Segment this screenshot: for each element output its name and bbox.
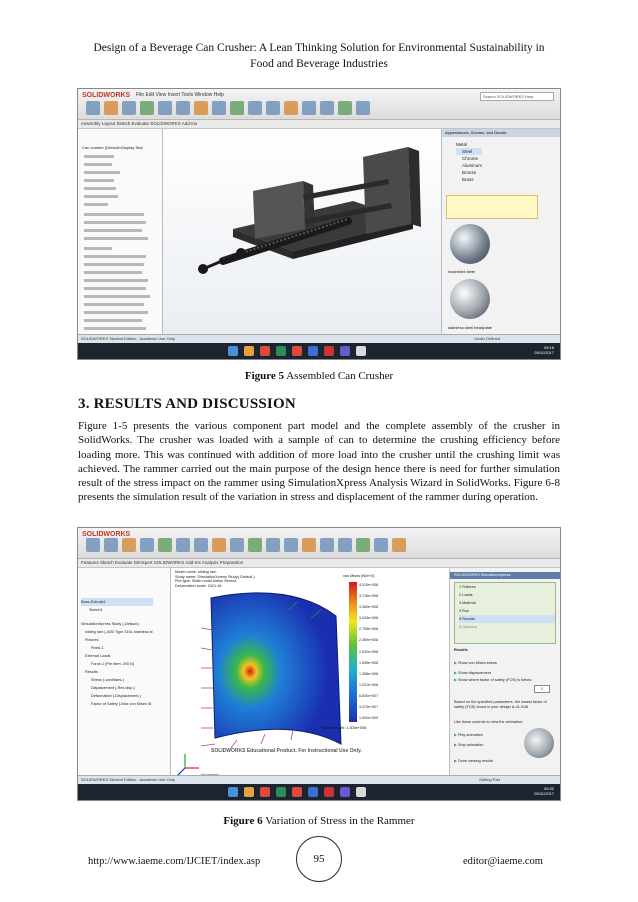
footer-url[interactable]: http://www.iaeme.com/IJCIET/index.asp (88, 856, 261, 867)
command-tabs: Assembly Layout Sketch Evaluate SOLIDWORKS Add-Ins (78, 120, 560, 129)
graphics-viewport (163, 129, 442, 343)
panel-title: Appearances, Scenes, and Decals (442, 129, 560, 137)
body-paragraph: Figure 1-5 presents the various component part model and the complete assembly of the crusher in SolidWorks. The crusher was loaded with a sample of can to determine the crushing efficiency before loading more. This was continued with addition of more load into the crusher until the crushing limit was achieved. The rammer carried out the main purpose of the design hence there is need for further simulation result of the stress impact on the rammer using SimulationXpress Analysis Wizard in SolidWorks. Figure 6-8 presents the simulation result of the variation in stress and displacement of the rammer during operation. (78, 420, 560, 504)
figure-5-caption (0, 370, 638, 382)
material-item[interactable]: Chrome (462, 156, 479, 161)
figure-6-caption (0, 815, 638, 827)
material-item[interactable]: Aluminum (462, 163, 483, 168)
header-line-1: Design of a Beverage Can Crusher: A Lean Thinking Solution for Environmental Sustainability in (93, 42, 545, 54)
anim-note: Use these controls to view the animation: (454, 720, 524, 724)
tree-item[interactable]: Factor of Safety (-Max von Mises St (91, 702, 152, 706)
figure-5-label: Figure 5 (244, 370, 285, 382)
tree-item[interactable]: Results (85, 670, 98, 674)
tree-item[interactable]: sliding ram (-AISI Type 316L stainless st (85, 630, 153, 634)
simulationxpress-panel (449, 568, 560, 784)
tree-item[interactable]: Displacement (-Res disp-) (91, 686, 135, 690)
status-left: SOLIDWORKS Student Edition - Academic Use Only (81, 336, 175, 341)
panel-title: SOLIDWORKS SimulationXpress (450, 572, 560, 579)
figure-5-caption-text: Assembled Can Crusher (286, 370, 394, 382)
tree-root: Can crusher (Default<Display Stat (82, 145, 143, 150)
material-item[interactable]: Bronze (462, 170, 477, 175)
tree-item[interactable]: Force-1 (Per item: 200 N) (91, 662, 135, 666)
toolbar-ribbon (78, 528, 560, 559)
stop-animation-button[interactable]: ▶ Stop animation (454, 743, 484, 747)
material-item[interactable]: Steel (456, 148, 482, 155)
tree-item[interactable]: SimulationXpress Study (-Default-) (81, 622, 140, 626)
tree-item[interactable]: Sketch1 (89, 608, 103, 612)
footer-email[interactable]: editor@iaeme.com (463, 856, 543, 867)
yield-strength: Yield strength: 1.300e+008 (321, 726, 367, 730)
taskbar-time: 09:16 (543, 345, 554, 350)
section-heading: 3. RESULTS AND DISCUSSION (78, 396, 296, 412)
stress-legend-bar (349, 582, 357, 722)
help-search: Search SOLIDWORKS Help (480, 92, 554, 101)
edu-watermark: SOLIDWORKS Educational Product. For Instructional Use Only. (211, 748, 362, 754)
tree-item[interactable]: Boss-Extrude1 (81, 598, 153, 606)
done-viewing-button[interactable]: ▶ Done viewing results (454, 759, 494, 763)
machined-steel-swatch[interactable] (450, 224, 490, 264)
step-item[interactable]: 6 Optimize (459, 625, 478, 629)
running-header (60, 40, 578, 72)
status-right: Editing Part (479, 777, 500, 782)
fos-input[interactable]: 1 (534, 685, 550, 693)
tree-item[interactable]: Fixed-1 (91, 646, 104, 650)
view-triad-icon (177, 754, 199, 776)
wizard-steps (454, 582, 556, 644)
figure-5-image (77, 88, 561, 360)
windows-taskbar (78, 784, 560, 800)
treadplate-swatch[interactable] (450, 279, 490, 319)
taskbar-time: 09:32 (543, 786, 554, 791)
ribbon-tools (86, 538, 470, 554)
status-bar (78, 334, 560, 343)
command-tabs: Features Sketch Evaluate DimXpert SOLIDWORKS Add-Ins Analysis Preparation (78, 559, 560, 568)
status-bar (78, 775, 560, 784)
tooltip (446, 195, 538, 219)
step-item[interactable]: 4 Run (459, 609, 470, 613)
show-stress-button[interactable]: ▶ Show von Mises stress (454, 661, 497, 665)
step-item[interactable]: 2 Loads (459, 593, 473, 597)
header-line-2: Food and Beverage Industries (250, 58, 388, 70)
tree-item[interactable]: Stress (-vonMises-) (91, 678, 124, 682)
play-animation-button[interactable]: ▶ Play animation (454, 733, 483, 737)
step-item[interactable]: 5 Results (459, 615, 555, 623)
tree-item[interactable]: External Loads (85, 654, 111, 658)
tree-item[interactable]: Fixtures (85, 638, 99, 642)
show-fos-button[interactable]: ▶ Show where factor of safety (FOS) is below: (454, 678, 533, 682)
status-right: Under Defined (474, 336, 500, 341)
results-heading: Results (454, 648, 468, 652)
step-item[interactable]: 3 Material (459, 601, 476, 605)
menu-bar: File Edit View Insert Tools Window Help (136, 92, 224, 98)
legend-title: von Mises (N/m^2) (343, 574, 375, 578)
figure-6-image (77, 527, 561, 801)
feature-tree (78, 129, 163, 343)
show-displacement-button[interactable]: ▶ Show displacement (454, 671, 491, 675)
toolbar-ribbon (78, 89, 560, 120)
status-left: SOLIDWORKS Student Edition - Academic Use Only (81, 777, 175, 782)
app-logo: SOLIDWORKS (82, 92, 131, 99)
graphics-viewport (171, 568, 450, 784)
model-info: Model name: sliding ram Study name: SimulationXpress Study(-Default-) Plot type: Static nodal stress Stress1 Deformation scale: 2421.46 (175, 570, 255, 588)
fos-note: Based on the specified parameters, the lowest factor of safety (FOS) found in your design is 41.0/46 (454, 700, 547, 709)
taskbar-date: 05/11/2017 (534, 791, 554, 796)
can-crusher-model (163, 129, 442, 335)
step-item[interactable]: 1 Fixtures (459, 585, 476, 589)
swatch-label: stainless steel treadplate (448, 325, 493, 330)
legend-values: 4.015e+008 3.716e+008 3.380e+008 3.043e+008 2.706e+008 2.369e+008 2.032e+008 1.695e+008 1.358e+008 1.021e+008 6.840e+007 3.470e+007 1.000e+005 (359, 583, 379, 721)
ribbon-tools (86, 101, 470, 117)
material-item[interactable]: Brass (462, 177, 474, 182)
appearance-panel (441, 129, 560, 343)
tree-item[interactable]: Deformation (-Displacement-) (91, 694, 141, 698)
material-item[interactable]: Metal (456, 142, 468, 147)
app-logo: SOLIDWORKS (82, 531, 131, 538)
page-number: 95 (296, 836, 342, 882)
figure-6-label: Figure 6 (223, 815, 263, 827)
windows-taskbar (78, 343, 560, 359)
material-list (456, 141, 482, 183)
taskbar-date: 05/11/2017 (534, 350, 554, 355)
simulation-graphic (524, 728, 554, 758)
figure-6-caption-text: Variation of Stress in the Rammer (265, 815, 415, 827)
swatch-label: machined steel (448, 269, 475, 274)
feature-tree (78, 568, 171, 784)
